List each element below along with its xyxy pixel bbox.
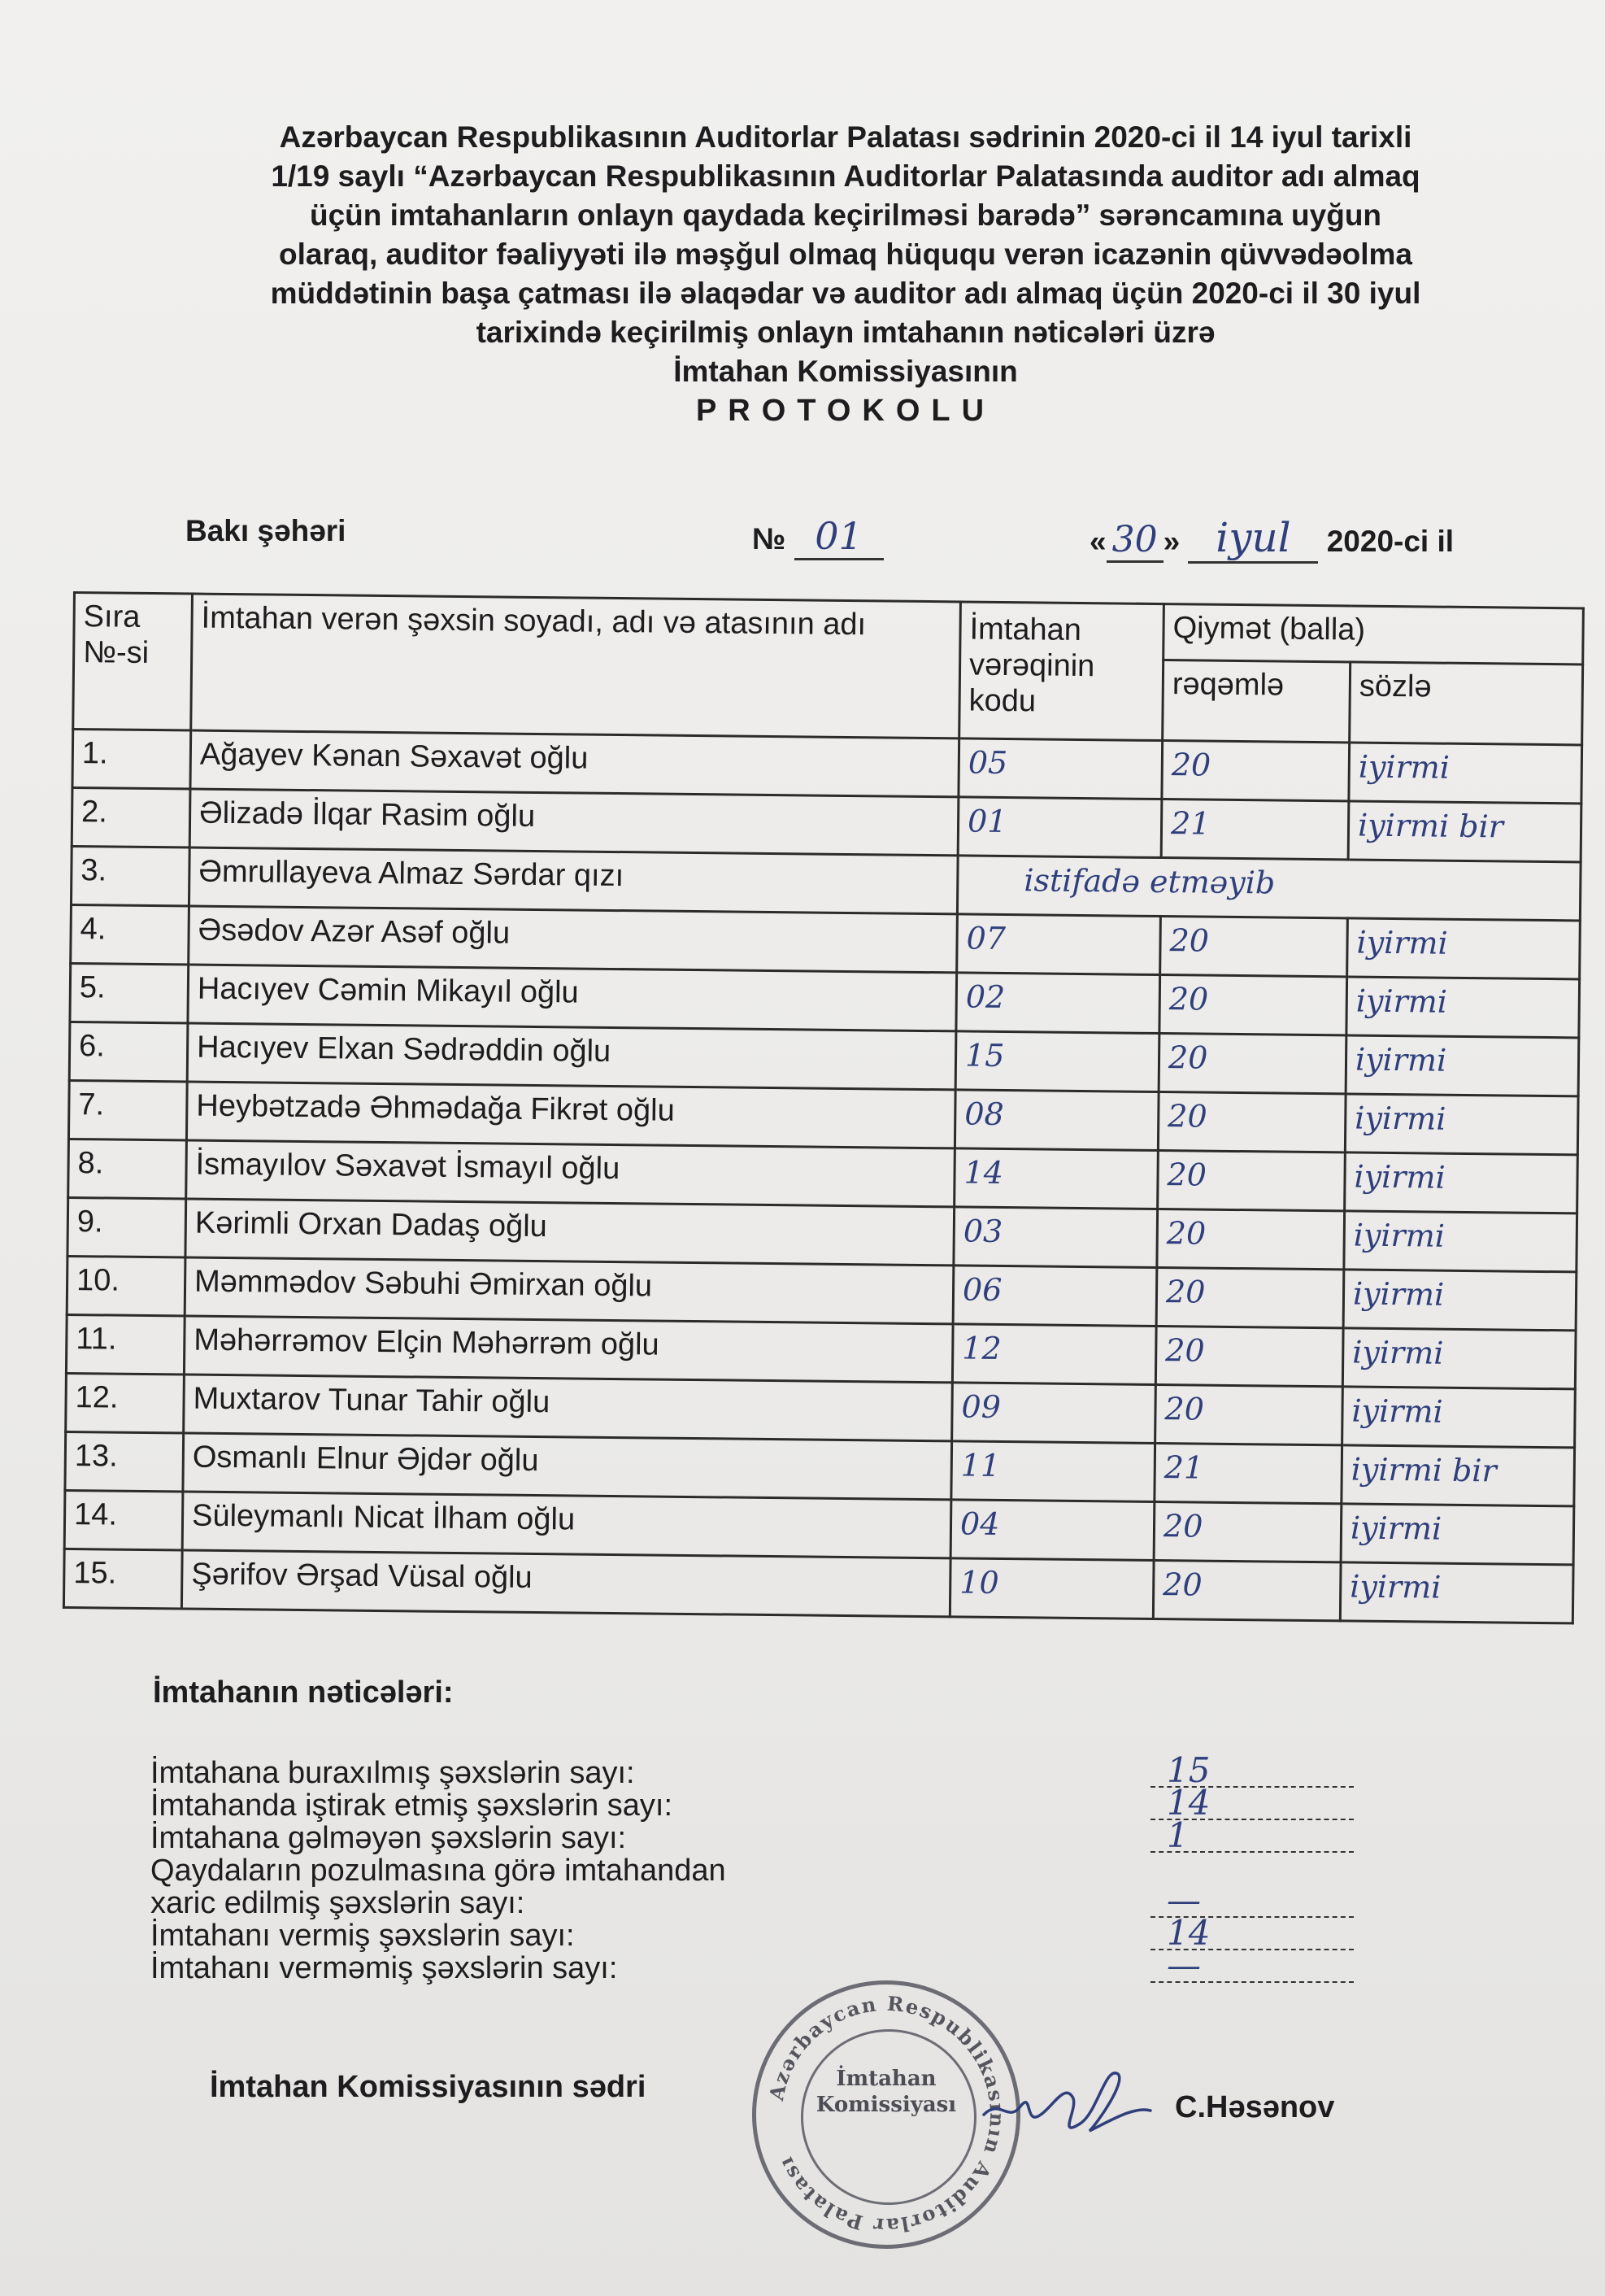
stat-label: İmtahana buraxılmış şəxslərin sayı: xyxy=(150,1756,635,1790)
svg-text:Azərbaycan Respublikasının Aud: Azərbaycan Respublikasının Auditorlar Palatası xyxy=(764,1991,1010,2238)
header-line-5: müddətinin başa çatması ilə əlaqədar və auditor adı almaq üçün 2020-ci il 30 iyul xyxy=(270,277,1421,310)
row-score-words: iyirmi xyxy=(1347,918,1581,979)
header-line-7: İmtahan Komissiyasının xyxy=(673,355,1018,388)
row-name: Ağayev Kənan Səxavət oğlu xyxy=(190,730,959,797)
row-score-words: iyirmi bir xyxy=(1342,1445,1575,1506)
row-score-digits: 20 xyxy=(1153,1560,1341,1620)
row-score-words: iyirmi bir xyxy=(1348,801,1581,862)
header-line-2: 1/19 saylı “Azərbaycan Respublikasının Auditorlar Palatasında auditor adı almaq xyxy=(271,159,1420,193)
chair-signature xyxy=(976,2050,1155,2147)
row-name: İsmayılov Səxavət İsmayıl oğlu xyxy=(186,1140,955,1207)
row-score-digits: 20 xyxy=(1162,741,1350,801)
row-score-words: iyirmi xyxy=(1346,1035,1579,1096)
row-code: 03 xyxy=(954,1207,1158,1268)
number-value: 01 xyxy=(794,514,884,560)
row-index: 10. xyxy=(67,1256,185,1316)
row-code: 05 xyxy=(959,738,1163,799)
header-score-digits: rəqəmlə xyxy=(1163,660,1351,743)
date-year: 2020-ci il xyxy=(1326,525,1455,558)
row-index: 5. xyxy=(70,963,189,1023)
stat-value: 15 xyxy=(1150,1755,1354,1788)
stat-label: Qaydaların pozulmasına görə imtahandan xyxy=(150,1854,726,1888)
header-line-6: tarixində keçirilmiş onlayn imtahanın nəticələri üzrə xyxy=(476,316,1216,349)
header-code: İmtahan vərəqinin kodu xyxy=(959,602,1164,741)
number-label: № xyxy=(752,522,786,555)
stat-row xyxy=(150,1945,1370,1985)
stat-value: 14 xyxy=(1150,1918,1354,1950)
row-index: 2. xyxy=(72,788,190,848)
row-index: 13. xyxy=(65,1431,184,1492)
row-name: Şərifov Ərşad Vüsal oğlu xyxy=(181,1550,950,1617)
row-index: 6. xyxy=(69,1022,188,1082)
row-name: Hacıyev Cəmin Mikayıl oğlu xyxy=(188,965,957,1031)
row-name: Əsədov Azər Asəf oğlu xyxy=(189,906,958,973)
row-index: 9. xyxy=(67,1197,186,1257)
row-index: 4. xyxy=(71,904,189,965)
row-score-digits: 21 xyxy=(1161,799,1349,860)
row-score-words: iyirmi xyxy=(1342,1387,1576,1448)
results-title: İmtahanın nəticələri: xyxy=(153,1675,454,1710)
row-score-digits: 20 xyxy=(1157,1209,1345,1270)
row-score-digits: 20 xyxy=(1155,1326,1343,1386)
signer-name: C.Həsənov xyxy=(1175,2090,1335,2124)
stat-label: İmtahanda iştirak etmiş şəxslərin sayı: xyxy=(150,1788,673,1823)
row-score-words: iyirmi xyxy=(1342,1328,1576,1389)
row-code: 06 xyxy=(953,1266,1157,1327)
seal-center-line2: Komissiyası xyxy=(816,2093,957,2117)
row-name: Muxtarov Tunar Tahir oğlu xyxy=(184,1375,953,1441)
row-index: 15. xyxy=(63,1549,182,1609)
row-score-words: iyirmi xyxy=(1346,977,1580,1038)
row-score-words: iyirmi xyxy=(1340,1562,1573,1623)
stat-row xyxy=(150,1815,1370,1855)
row-index: 7. xyxy=(68,1080,187,1140)
row-score-words: iyirmi xyxy=(1344,1211,1577,1272)
protocol-number xyxy=(752,514,884,560)
results-stats xyxy=(150,1750,1370,1985)
row-score-digits: 20 xyxy=(1159,975,1347,1035)
row-index: 12. xyxy=(66,1373,185,1433)
protocol-date xyxy=(1090,514,1454,564)
results-table xyxy=(63,591,1585,1624)
row-code: 02 xyxy=(956,973,1160,1034)
header-score-words: sözlə xyxy=(1350,662,1583,745)
document-header xyxy=(154,118,1537,430)
row-score-digits: 20 xyxy=(1158,1092,1346,1152)
row-name: Əmrullayeva Almaz Sərdar qızı xyxy=(189,847,958,914)
document-type-title: PROTOKOLU xyxy=(695,394,996,428)
date-day: 30 xyxy=(1107,519,1164,563)
row-index: 1. xyxy=(72,730,191,790)
row-score-digits: 20 xyxy=(1159,1034,1346,1094)
row-code: 10 xyxy=(950,1558,1154,1619)
row-index: 11. xyxy=(66,1314,185,1375)
seal-center-line1: İmtahan xyxy=(836,2067,937,2091)
row-index: 14. xyxy=(64,1490,183,1550)
date-month: iyul xyxy=(1188,514,1318,564)
row-name: Əlizadə İlqar Rasim oğlu xyxy=(189,789,959,856)
row-score-digits: 20 xyxy=(1155,1384,1343,1444)
results-table-body xyxy=(63,730,1581,1623)
row-name: Kərimli Orxan Dadaş oğlu xyxy=(185,1199,955,1266)
stat-label: İmtahana gəlməyən şəxslərin sayı: xyxy=(150,1821,627,1855)
chair-label: İmtahan Komissiyasının sədri xyxy=(210,2070,646,2104)
row-code: 09 xyxy=(952,1383,1156,1444)
header-line-1: Azərbaycan Respublikasının Auditorlar Palatası sədrinin 2020-ci il 14 iyul tarixli xyxy=(279,120,1412,154)
row-score-digits: 21 xyxy=(1155,1443,1342,1503)
row-name: Heybətzadə Əhmədağa Fikrət oğlu xyxy=(186,1082,955,1148)
stat-label: İmtahanı verməmiş şəxslərin sayı: xyxy=(150,1951,618,1985)
row-code: 08 xyxy=(955,1090,1159,1151)
header-line-4: olaraq, auditor fəaliyyəti ilə məşğul olmaq hüququ verən icazənin qüvvədəolma xyxy=(278,237,1413,271)
row-score-words: iyirmi xyxy=(1341,1504,1574,1565)
city-label: Bakı şəhəri xyxy=(185,514,346,547)
date-open-quote: « xyxy=(1090,525,1107,558)
row-code: 14 xyxy=(955,1148,1159,1209)
row-code: 07 xyxy=(957,914,1161,975)
row-index: 8. xyxy=(68,1139,187,1199)
header-score-group: Qiymət (balla) xyxy=(1164,604,1584,664)
date-close-quote: » xyxy=(1163,525,1181,558)
stat-label: İmtahanı vermiş şəxslərin sayı: xyxy=(150,1919,575,1953)
row-score-digits: 20 xyxy=(1158,1151,1346,1211)
row-name: Məmmədov Səbuhi Əmirxan oğlu xyxy=(185,1257,954,1324)
row-name: Osmanlı Elnur Əjdər oğlu xyxy=(183,1433,952,1500)
row-code: 11 xyxy=(951,1441,1155,1502)
row-code: 12 xyxy=(952,1324,1156,1385)
stat-value: — xyxy=(1150,1950,1354,1983)
row-score-words: iyirmi xyxy=(1349,743,1582,804)
header-name: İmtahan verən şəxsin soyadı, adı və atasının adı xyxy=(191,594,961,738)
row-name: Hacıyev Elxan Sədrəddin oğlu xyxy=(187,1023,956,1090)
stat-value: 1 xyxy=(1150,1820,1354,1853)
row-score-digits: 20 xyxy=(1154,1501,1342,1562)
stat-label: xaric edilmiş şəxslərin sayı: xyxy=(150,1886,525,1920)
row-score-words: iyirmi xyxy=(1343,1270,1577,1331)
row-score-words: iyirmi xyxy=(1345,1094,1578,1155)
row-code: 01 xyxy=(958,797,1162,858)
header-line-3: üçün imtahanların onlayn qaydada keçirilməsi barədə” sərəncamına uyğun xyxy=(309,198,1382,232)
stat-value: 14 xyxy=(1150,1788,1354,1820)
row-score-digits: 20 xyxy=(1156,1268,1344,1328)
row-score-digits: 20 xyxy=(1160,917,1348,977)
row-note: istifadə etməyib xyxy=(957,856,1581,921)
row-name: Məhərrəmov Elçin Məhərrəm oğlu xyxy=(184,1316,953,1383)
row-name: Süleymanlı Nicat İlham oğlu xyxy=(182,1492,951,1558)
header-index: Sıra №-si xyxy=(73,593,193,731)
row-code: 15 xyxy=(955,1031,1159,1092)
row-code: 04 xyxy=(950,1500,1155,1561)
stat-value: — xyxy=(1150,1885,1354,1918)
row-score-words: iyirmi xyxy=(1345,1152,1578,1213)
row-index: 3. xyxy=(71,846,189,906)
